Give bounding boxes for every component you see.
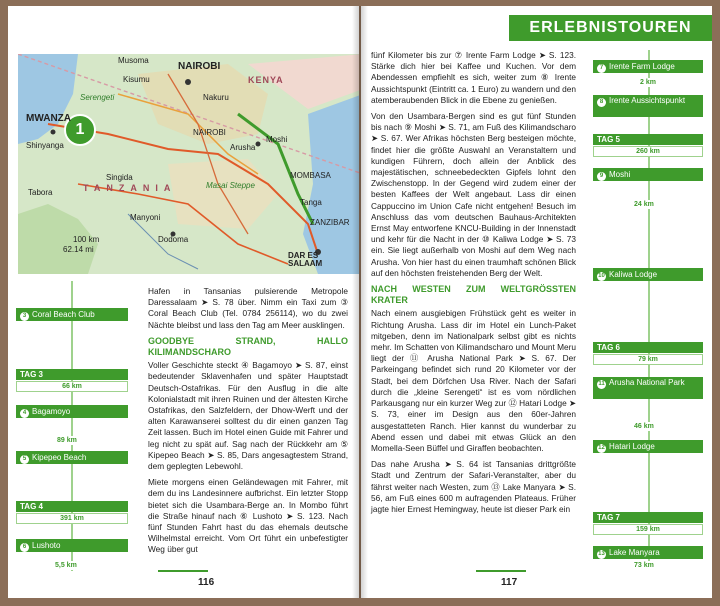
page-number: 117 bbox=[501, 577, 518, 588]
map-label-tanga: Tanga bbox=[300, 198, 322, 207]
timeline-distance: 24 km bbox=[631, 200, 657, 209]
map-label-zanzibar: ZANZIBAR bbox=[310, 218, 350, 227]
timeline-distance: 46 km bbox=[631, 422, 657, 431]
timeline-line bbox=[71, 281, 73, 571]
timeline-distance: 73 km bbox=[631, 561, 657, 570]
map-label-manyoni: Manyoni bbox=[130, 213, 161, 222]
timeline-stop: 10 Kaliwa Lodge bbox=[593, 268, 703, 281]
timeline-line bbox=[648, 50, 650, 570]
timeline-distance: 2 km bbox=[637, 78, 659, 87]
map-label-serengeti: Serengeti bbox=[80, 93, 115, 102]
timeline-stop: 13 Lake Manyara bbox=[593, 546, 703, 559]
route-badge: 1 bbox=[64, 114, 96, 146]
timeline-distance: 391 km bbox=[16, 513, 128, 524]
timeline-stop: 9 Moshi bbox=[593, 168, 703, 181]
timeline-day: TAG 4 bbox=[16, 501, 128, 512]
timeline-day: TAG 5 bbox=[593, 134, 703, 145]
timeline-day: TAG 7 bbox=[593, 512, 703, 523]
map-label-shinyanga: Shinyanga bbox=[26, 141, 64, 150]
right-timeline bbox=[593, 50, 705, 570]
right-page bbox=[361, 6, 712, 598]
map-label-kisumu: Kisumu bbox=[123, 75, 150, 84]
timeline-distance: 5,5 km bbox=[52, 561, 80, 570]
timeline-distance: 89 km bbox=[54, 436, 80, 445]
timeline-distance: 159 km bbox=[593, 524, 703, 535]
section-header: ERLEBNISTOUREN bbox=[509, 15, 712, 41]
timeline-distance: 79 km bbox=[593, 354, 703, 365]
timeline-stop: 3 Coral Beach Club bbox=[16, 308, 128, 321]
map-graphic bbox=[18, 54, 359, 274]
map-label-singida: Singida bbox=[106, 173, 133, 182]
left-text-column bbox=[148, 286, 348, 561]
map-label-nakuru: Nakuru bbox=[203, 93, 229, 102]
timeline-distance: 260 km bbox=[593, 146, 703, 157]
left-timeline bbox=[16, 281, 128, 571]
paragraph: Von den Usambara-Bergen sind es gut fünf Stunden bis nach ⑨ Moshi ➤ S. 71, am Fuß des Kilimandscharo ➤ S. 67. Wer Afrikas höchsten Berg besteigen möchte, findet hier die größte Auswahl an Veranstaltern und kundigen Führern, doch allein der Anblick des majestätischen, schneebedeckten Gipfels lohnt den Zwischenstopp. In der Gegend wird zudem einer der besten Kaffees der Welt angebaut. Lass dir einen Cappuccino im Union Cafe nicht entgehen! Besuch im Anschluss das vom deutschen Bauhaus-Architekten Ernst May entworfene KNCU-Building in der Innenstadt und kehr für die Nacht in der ⑩ Kaliwa Lodge ➤ S. 73 ein. Sie liegt außerhalb von Moshi auf dem Weg nach Arusha. Von hier hast du einen traumhaft schönen Blick auf den höchsten freistehenden Berg der Welt. bbox=[371, 111, 576, 278]
timeline-distance: 66 km bbox=[16, 381, 128, 392]
map-label-masai-steppe: Masai Steppe bbox=[206, 181, 255, 190]
map-label-mwanza: MWANZA bbox=[26, 113, 71, 124]
paragraph: Voller Geschichte steckt ④ Bagamoyo ➤ S. 87, einst bedeutender Sklavenhafen und später Hauptstadt Deutsch-Ostafrikas. Für den Ausflug in die alte Kolonialstadt mit ihren Ruinen und der ältesten Kirche Ostafrikas, den Salzfeldern, der Dhow-Werft und der alten Karawanserei solltest du dir einen ganzen Tag Zeit lassen. Buch im Hotel einen Guide mit Fahrer und leg nicht zu spät auf. Sag nach der Rückkehr am ⑤ Kipepeo Beach ➤ S. 85, Dars angesagtestem Strand, dem geplegten Lebewohl. bbox=[148, 360, 348, 472]
timeline-stop: 5 Kipepeo Beach bbox=[16, 451, 128, 464]
page-number-rule bbox=[476, 570, 526, 572]
paragraph: Nach einem ausgiebigen Frühstück geht es weiter in Richtung Arusha. Lass dir im Hotel ein Lunch-Paket mitgeben, denn im Nationalpark selbst gibt es nichts mehr. Im Schatten von Kilimandscharo und Mount Meru liegt der ⑪ Arusha National Park ➤ S. 67. Der Parkeingang befindet sich rund 20 Kilometer vor der Stadt, bei dem Dörfchen Usa River. Nach der Safari durch die „kleine Serengeti“ ist es vom nördlichen Parkausgang nur ein kurzer Weg zur ⑫ Hatari Lodge ➤ S. 73, einer im Design aus den 60er-Jahren ausgestatteten Ranch. Hier kannst du wunderbar zu Abend essen und dabei mit etwas Glück an den Momella-Seen Büffel und Giraffen beobachten. bbox=[371, 308, 576, 453]
right-text-column bbox=[371, 50, 576, 520]
map-label-dar-es-salaam: DAR ES SALAAM bbox=[288, 251, 323, 268]
timeline-day: TAG 3 bbox=[16, 369, 128, 380]
timeline-stop: 7 Irente Farm Lodge bbox=[593, 60, 703, 73]
map-label-moshi: Moshi bbox=[266, 135, 288, 144]
paragraph: Miete morgens einen Geländewagen mit Fahrer, mit dem du ins Landesinnere aufbrichst. Ein letzter Stopp bietet sich die Usambara-Berge an. In Mombo führt die Straße hinauf nach ⑥ Lushoto ➤ S. 123. Nach fünf Stunden Fahrt hast du das ehemals deutsche Wilhelmstal erreicht. Vom Ort führt ein unbefestigter Weg über gut bbox=[148, 477, 348, 555]
section-heading: NACH WESTEN ZUM WELTGRÖSSTEN KRATER bbox=[371, 284, 576, 306]
map-label-nairobi-big: NAIROBI bbox=[178, 61, 221, 72]
map-label-musoma: Musoma bbox=[118, 56, 149, 65]
map-label-kenya: KENYA bbox=[248, 75, 284, 85]
left-page bbox=[8, 6, 359, 598]
map-label-tanzania: TANZANIA bbox=[83, 183, 177, 193]
timeline-stop: 6 Lushoto bbox=[16, 539, 128, 552]
timeline-stop: 4 Bagamoyo bbox=[16, 405, 128, 418]
timeline-stop: 8 Irente Aussichtspunkt bbox=[593, 95, 703, 117]
page-number: 116 bbox=[198, 577, 215, 588]
section-heading: GOODBYE STRAND, HALLO KILIMANDSCHARO bbox=[148, 335, 348, 358]
paragraph: Das nahe Arusha ➤ S. 64 ist Tansanias drittgrößte Stadt und Zentrum der Safari-Veranstalter, aber du fährst weiter nach Westen, zum ⑬ Lake Manyara ➤ S. 56, am Fuß eines 600 m aufragenden Plateaus. Früher jagte hier Ernest Hemingway, heute ist dieser Park ein bbox=[371, 459, 576, 514]
map-label-mombasa: MOMBASA bbox=[290, 171, 331, 180]
timeline-day: TAG 6 bbox=[593, 342, 703, 353]
map-label-nairobi: NAIROBI bbox=[193, 128, 226, 137]
timeline-stop: 12 Hatari Lodge bbox=[593, 440, 703, 453]
route-map bbox=[18, 54, 359, 274]
map-label-dodoma: Dodoma bbox=[158, 235, 189, 244]
page-number-rule bbox=[158, 570, 208, 572]
paragraph: Hafen in Tansanias pulsierende Metropole Daressalaam ➤ S. 78 über. Nimm ein Taxi zum ③ Coral Beach Club (Tel. 0784 256114), wo du zwei Nächte bleibst und lass den Tag am Meer ausklingen. bbox=[148, 286, 348, 330]
timeline-stop: 11 Arusha National Park bbox=[593, 377, 703, 399]
map-label-tabora: Tabora bbox=[28, 188, 53, 197]
map-label-height: 62.14 mi bbox=[63, 245, 94, 254]
map-label-arusha: Arusha bbox=[230, 143, 256, 152]
paragraph: fünf Kilometer bis zur ⑦ Irente Farm Lodge ➤ S. 123. Stärke dich hier bei Kaffee und Kuchen. Vor dem Abendessen empfiehlt es sich, weiter zum ⑧ Irente Aussichtspunkt (Eintritt ca. 1 Euro) zu wandern und den atemberaubenden Blick in die Ebene zu genießen. bbox=[371, 50, 576, 105]
map-label-scale: 100 km bbox=[73, 235, 100, 244]
